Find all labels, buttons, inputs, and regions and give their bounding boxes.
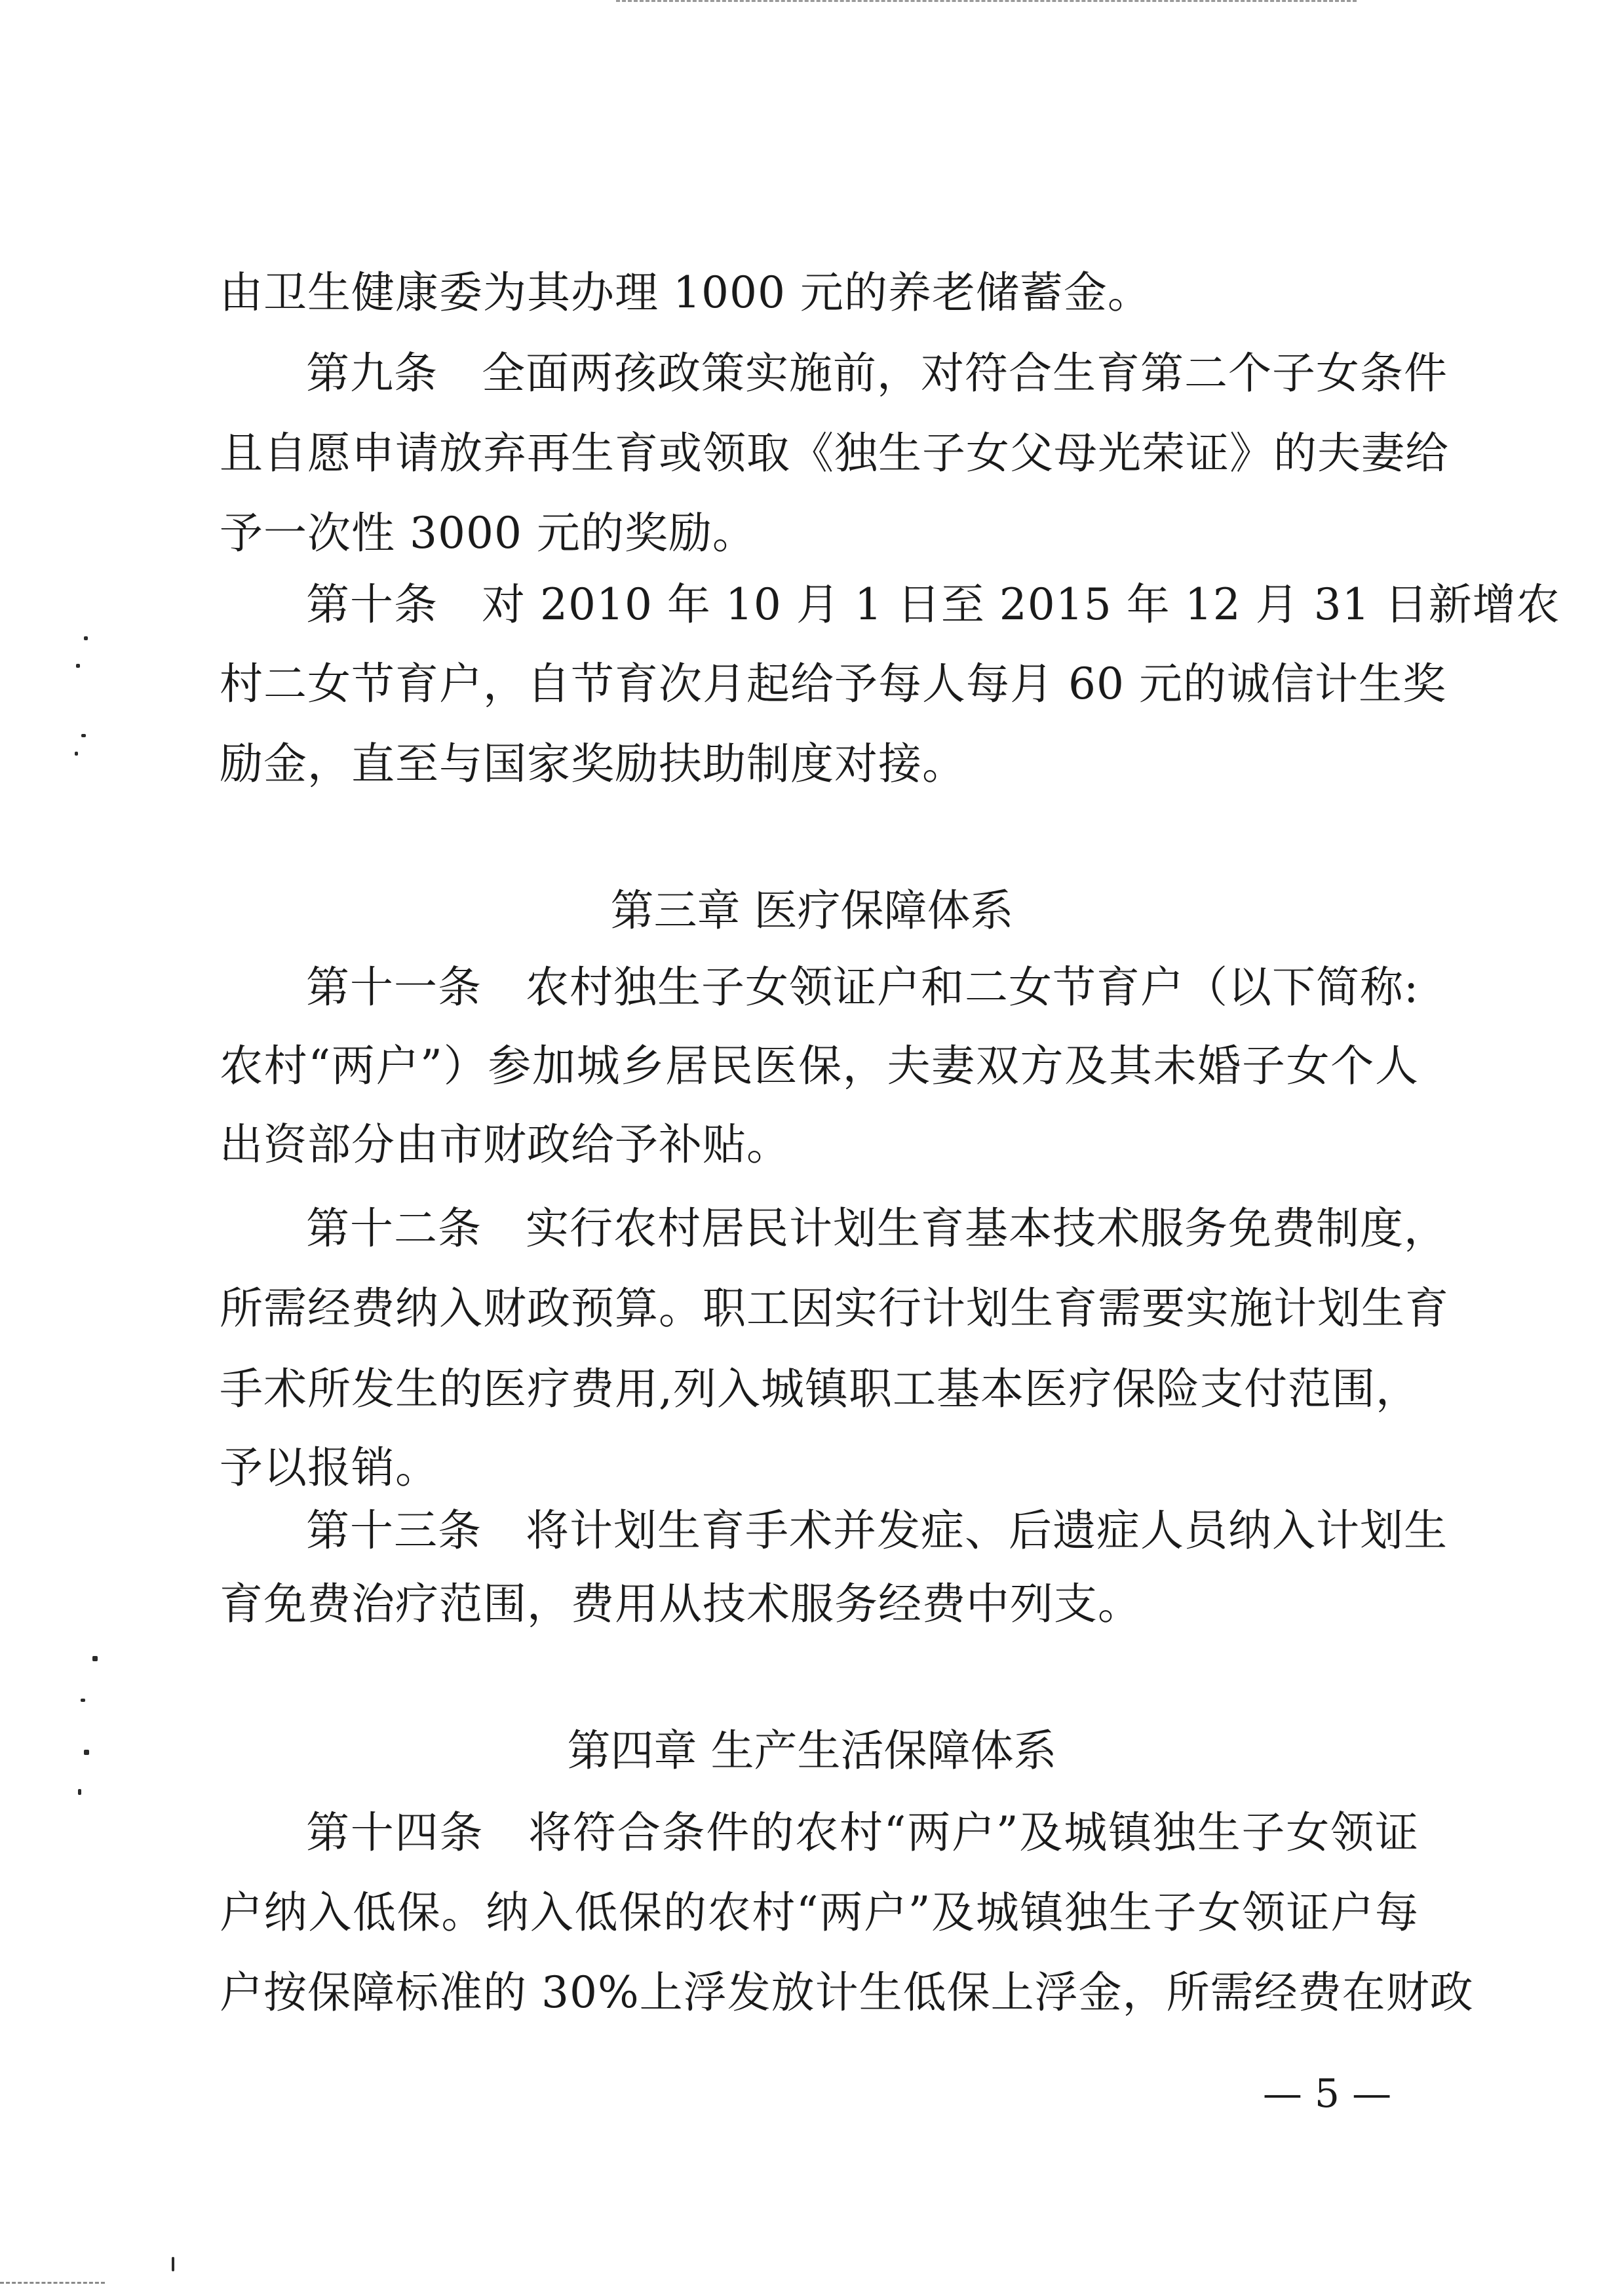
text-line: 户纳入低保。纳入低保的农村“两户”及城镇独生子女领证户每 — [220, 1887, 1419, 1938]
text-line: 由卫生健康委为其办理 1000 元的养老储蓄金。 — [220, 267, 1151, 318]
text-line: 予一次性 3000 元的奖励。 — [220, 508, 756, 558]
scan-speck — [172, 2257, 174, 2271]
text-line: 育免费治疗范围，费用从技术服务经费中列支。 — [220, 1579, 1142, 1629]
text-line: 所需经费纳入财政预算。职工因实行计划生育需要实施计划生育 — [220, 1283, 1449, 1334]
scan-speck — [81, 1699, 85, 1702]
scan-speck — [81, 734, 86, 737]
text-line: 予以报销。 — [220, 1442, 439, 1493]
text-line: 村二女节育户，自节育次月起给予每人每月 60 元的诚信计生奖 — [220, 659, 1446, 709]
text-line: 励金，直至与国家奖励扶助制度对接。 — [220, 739, 966, 789]
chapter-4-title: 第四章 生产生活保障体系 — [567, 1725, 1057, 1776]
text-line: 出资部分由市财政给予补贴。 — [220, 1119, 790, 1170]
page-number: — 5 — — [1262, 2071, 1392, 2117]
article-10-line: 第十条 对 2010 年 10 月 1 日至 2015 年 12 月 31 日新增农 — [306, 579, 1560, 630]
article-13-line: 第十三条 将计划生育手术并发症、后遗症人员纳入计划生 — [306, 1505, 1448, 1556]
article-11-line: 第十一条 农村独生子女领证户和二女节育户（以下简称: — [306, 962, 1420, 1012]
scan-top-edge — [616, 0, 1357, 5]
article-14-line: 第十四条 将符合条件的农村“两户”及城镇独生子女领证 — [306, 1807, 1419, 1858]
scan-speck — [78, 1789, 81, 1795]
scan-speck — [84, 1750, 89, 1755]
article-9-line: 第九条 全面两孩政策实施前，对符合生育第二个子女条件 — [306, 348, 1448, 398]
chapter-3-title: 第三章 医疗保障体系 — [610, 885, 1014, 936]
text-line: 农村“两户”）参加城乡居民医保，夫妻双方及其未婚子女个人 — [220, 1041, 1419, 1091]
text-line: 且自愿申请放弃再生育或领取《独生子女父母光荣证》的夫妻给 — [220, 428, 1449, 478]
scan-bottom-edge — [0, 2282, 105, 2286]
scan-speck — [84, 636, 88, 640]
text-line: 户按保障标准的 30%上浮发放计生低保上浮金，所需经费在财政 — [220, 1967, 1474, 2018]
scan-speck — [76, 664, 80, 668]
scan-speck — [92, 1656, 98, 1661]
article-12-line: 第十二条 实行农村居民计划生育基本技术服务免费制度， — [306, 1203, 1448, 1254]
text-line: 手术所发生的医疗费用,列入城镇职工基本医疗保险支付范围， — [220, 1364, 1420, 1414]
scan-speck — [75, 752, 78, 756]
